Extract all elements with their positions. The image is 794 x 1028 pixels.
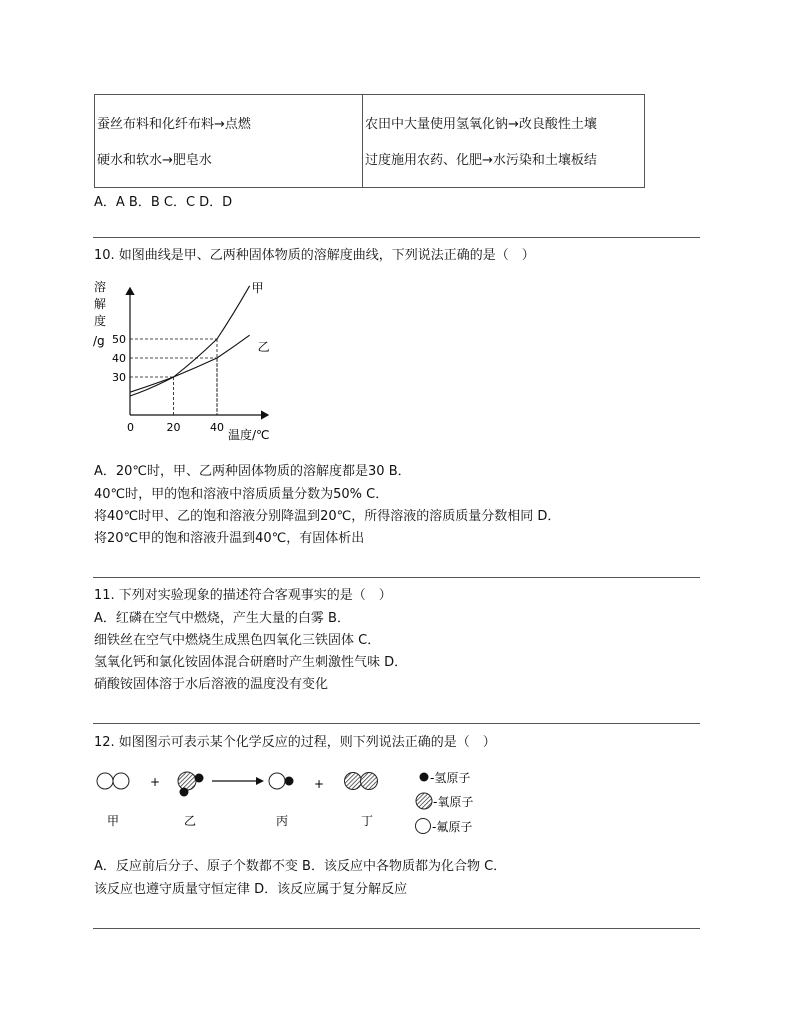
molecule-yi <box>178 772 204 797</box>
legend <box>416 771 474 834</box>
q9-options: A．A B．B C．C D．D <box>94 195 233 210</box>
series-label: 甲 <box>251 280 264 295</box>
q10-option-line: 将40℃时甲、乙的饱和溶液分别降温到20℃，所得溶液的溶质质量分数相同 D． <box>94 509 561 524</box>
molecule-bing <box>269 773 294 789</box>
divider <box>93 237 700 238</box>
plus-sign: + <box>314 777 325 791</box>
q11-option-line: 细铁丝在空气中燃烧生成黑色四氧化三铁固体 C． <box>94 633 381 648</box>
x-tick-label: 20 <box>166 421 181 434</box>
y-tick-label: 50 <box>112 333 126 346</box>
divider <box>93 928 700 929</box>
q12-stem: 12. 如图图示可表示某个化学反应的过程，则下列说法正确的是（ ） <box>94 735 496 750</box>
y-axis-label: 度 <box>94 314 107 328</box>
y-tick-label: 40 <box>112 352 126 365</box>
options-table <box>94 94 645 188</box>
fluorine-atom-icon <box>416 819 431 834</box>
q12-option-line: 该反应也遵守质量守恒定律 D．该反应属于复分解反应 <box>94 882 408 897</box>
q11-option-line: 硝酸铵固体溶于水后溶液的温度没有变化 <box>94 677 329 692</box>
legend-label: -氧原子 <box>433 795 474 809</box>
molecule-label: 丁 <box>361 814 374 828</box>
molecule-label: 丙 <box>276 814 289 828</box>
y-axis-label: 溶 <box>94 280 107 294</box>
series-label: 乙 <box>257 340 270 355</box>
solubility-chart <box>88 278 288 446</box>
x-axis-label: 温度/℃ <box>228 428 270 442</box>
q11-option-line: 氢氧化钙和氯化铵固体混合研磨时产生刺激性气味 D． <box>94 655 408 670</box>
q11-stem: 11. 下列对实验现象的描述符合客观事实的是（ ） <box>94 588 392 603</box>
q12-option-line: A．反应前后分子、原子个数都不变 B．该反应中各物质都为化合物 C． <box>94 859 507 874</box>
q10-option-line: 40℃时，甲的饱和溶液中溶质质量分数为50% C． <box>94 487 389 502</box>
q11-option-line: A．红磷在空气中燃烧，产生大量的白雾 B． <box>94 611 350 626</box>
x-tick-label: 40 <box>210 421 224 434</box>
divider <box>93 723 700 724</box>
y-axis-label: /g <box>93 334 105 348</box>
oxygen-atom-icon <box>416 793 432 809</box>
q10-option-line: A．20℃时，甲、乙两种固体物质的溶解度都是30 B． <box>94 464 411 479</box>
legend-label: -氢原子 <box>430 771 471 785</box>
table-cell-line: 硬水和软水→肥皂水 <box>97 153 212 168</box>
hydrogen-atom-icon <box>420 773 429 782</box>
table-cell-left <box>95 95 363 188</box>
q10-stem: 10. 如图曲线是甲、乙两种固体物质的溶解度曲线，下列说法正确的是（ ） <box>94 248 535 263</box>
molecule-label: 乙 <box>184 814 197 828</box>
series-line-甲 <box>130 286 250 396</box>
q10-option-line: 将20℃甲的饱和溶液升温到40℃，有固体析出 <box>94 531 365 546</box>
table-cell-line: 农田中大量使用氢氧化钠→改良酸性土壤 <box>365 117 597 132</box>
plus-sign: + <box>150 775 161 789</box>
table-cell-line: 过度施用农药、化肥→水污染和土壤板结 <box>365 153 597 168</box>
molecule-jia <box>97 773 129 789</box>
table-cell-line: 蚕丝布料和化纤布料→点燃 <box>97 117 251 132</box>
legend-label: -氟原子 <box>432 820 473 834</box>
x-tick-label: 0 <box>127 421 134 434</box>
y-tick-label: 30 <box>112 371 126 384</box>
y-axis-label: 解 <box>94 297 107 311</box>
molecule-label: 甲 <box>107 814 120 828</box>
molecule-ding <box>345 773 378 790</box>
divider <box>93 577 700 578</box>
table-cell-right <box>363 95 645 188</box>
reaction-diagram <box>90 762 510 842</box>
